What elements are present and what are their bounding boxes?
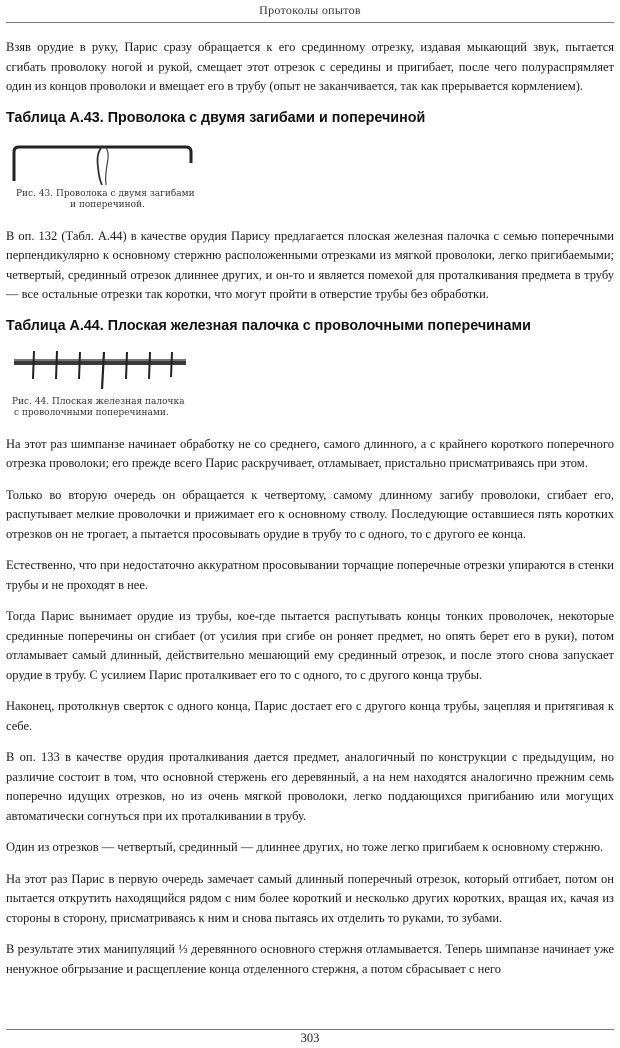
table-a44-heading: Таблица А.44. Плоская железная палочка с проволочными поперечинами [6,317,531,334]
figure-44-caption-line1: Рис. 44. Плоская железная палочка [12,396,185,407]
header-divider [6,22,614,23]
figure-44-caption [12,397,614,419]
page-number: 303 [300,1031,320,1045]
table-a43-heading: Таблица А.43. Проволока с двумя загибами и поперечиной [6,109,426,126]
footer-divider [6,1029,614,1030]
iron-stick-crossbars-illustration [12,349,192,397]
body-paragraph: В оп. 132 (Табл. А.44) в качестве орудия Парису предлагается плоская железная палочка с семью поперечными перпендикулярно к основному стержню расположенными отрезками из мягкой проволоки, легко пригибаемыми; четвертый, срединный отрезок длиннее других, и он-то и является помехой для проталкивания предмета в трубу — все остальные отрезки так коротки, что могут пройти в отверстие трубы без обработки. [6,228,614,301]
body-paragraph: В оп. 133 в качестве орудия проталкивания дается предмет, аналогичный по конструкции с предыдущим, но различие состоит в том, что основной стержень его деревянный, а на нем находятся аналогично прежним семь поперечно идущих отрезков, но из очень мягкой проволоки, легко поддающихся пригибанию или могущих автоматически согнуться при их проталкивании в трубу. [6,750,614,823]
figure-43-caption [10,189,614,211]
figure-43-caption-line2: и поперечиной. [70,199,145,210]
running-header: Протоколы опытов [259,3,361,17]
body-paragraph: Естественно, что при недостаточно аккуратном просовывании торчащие поперечные отрезки упираются в стенки трубы и не проходят в нее. [6,558,614,592]
wire-two-bends-illustration [10,141,200,189]
figure-43 [6,141,614,211]
body-paragraph: Взяв орудие в руку, Парис сразу обращается к его срединному отрезку, издавая мыкающий звук, пытается сгибать проволоку ногой и рукой, смещает этот отрезок с середины и пригибает, после чего полураспрямляет один из концов проволоки и вмещает его в трубу (опыт не заканчивается, так как прерывается кормлением). [6,40,614,93]
body-paragraph: В результате этих манипуляций ⅓ деревянного основного стержня отламывается. Теперь шимпанзе начинает уже ненужное обгрызание и расщепление конца отделенного стержня, а потом сбрасывает с него [6,942,614,976]
figure-44 [6,349,614,419]
body-paragraph: Тогда Парис вынимает орудие из трубы, кое-где пытается распутывать концы тонких проволочек, некоторые срединные поперечины он сгибает (от усилия при сгибе он роняет предмет, но опять берет его в руки), потом отламывает самый длинный, действительно мешающий ему срединный отрезок, и после этого снова запускает орудие в трубу. С усилием Парис проталкивает его то с одного, то с другого конца трубы. [6,609,614,682]
body-paragraph: На этот раз шимпанзе начинает обработку не со среднего, самого длинного, а с крайнего короткого поперечного отрезка проволоки; его прежде всего Парис раскручивает, отламывает, пристально присматриваясь при этом. [6,436,614,470]
body-paragraph: Только во вторую очередь он обращается к четвертому, самому длинному загибу проволоки, сгибает его, распутывает мелкие проволочки и прижимает его к основному стволу. Последующие оставшиеся пять коротких отрезков он не трогает, а пытается просовывать орудие в трубу то с одного, то с другого ее конца. [6,487,614,541]
body-paragraph: Один из отрезков — четвертый, срединный — длиннее других, но тоже легко пригибаем к основному стержню. [6,840,604,854]
body-paragraph: Наконец, протолкнув сверток с одного конца, Парис достает его с другого конца трубы, зацепляя и притягивая к себе. [6,699,614,733]
figure-44-caption-line2: с проволочными поперечинами. [14,407,169,418]
body-paragraph: На этот раз Парис в первую очередь замечает самый длинный поперечный отрезок, который отгибает, потом он пытается открутить находящийся рядом с ним более короткий и несколько других коротких, вращая их, качая из стороны в сторону, присматриваясь к ним и снова пытаясь их отделить то руками, то зубами. [6,871,614,925]
page-content [6,38,614,991]
figure-43-caption-line1: Рис. 43. Проволока с двумя загибами [16,188,195,199]
